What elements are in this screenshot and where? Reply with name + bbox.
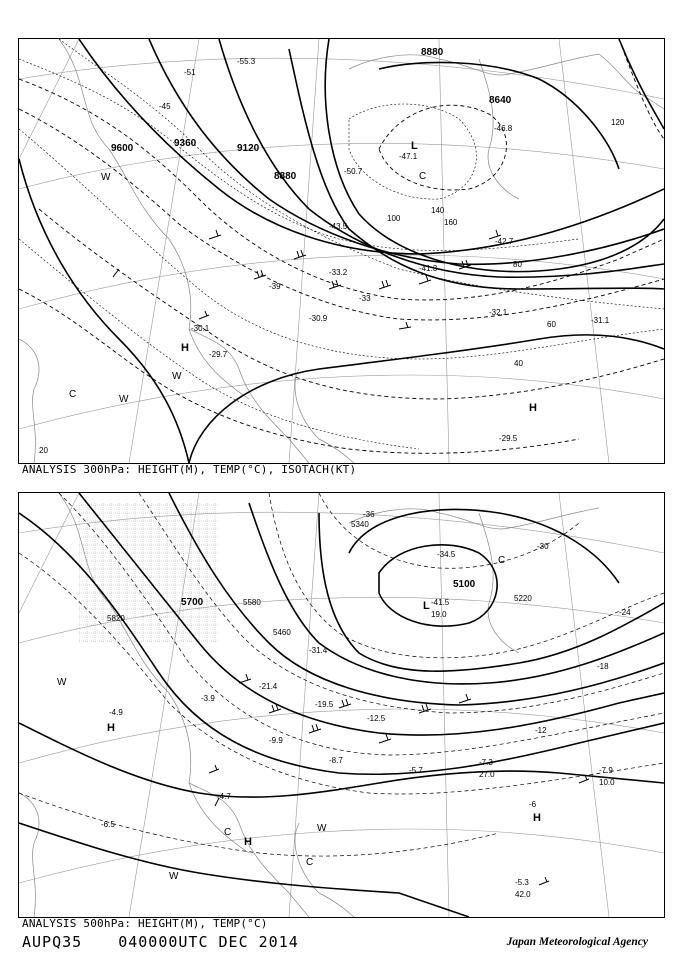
height-label: 5100 bbox=[453, 579, 476, 590]
graticule bbox=[19, 39, 664, 463]
height-label: 9600 bbox=[111, 143, 134, 154]
height-label: 5340 bbox=[351, 520, 369, 529]
center-marker-group bbox=[69, 140, 537, 414]
height-label: 5580 bbox=[243, 598, 261, 607]
low-center-marker: L bbox=[411, 140, 418, 152]
station-value: -31.4 bbox=[309, 646, 328, 655]
temperature-label: -55.3 bbox=[237, 57, 256, 66]
isotherm-label: -36 bbox=[363, 510, 375, 519]
temperature-label: -51 bbox=[184, 68, 196, 77]
valid-time: 040000UTC DEC 2014 bbox=[118, 933, 299, 951]
station-value: -34.5 bbox=[437, 550, 456, 559]
map-300hpa-svg bbox=[19, 39, 664, 463]
cold-marker: C bbox=[69, 389, 77, 400]
station-value: -41.5 bbox=[431, 598, 450, 607]
analysis-500hpa-map bbox=[18, 492, 665, 918]
isotach-label: 120 bbox=[611, 118, 625, 127]
map-500hpa-svg bbox=[19, 493, 664, 917]
isotach-label: 140 bbox=[431, 206, 445, 215]
station-value: -6.5 bbox=[101, 820, 115, 829]
temperature-label: -29.5 bbox=[499, 434, 518, 443]
high-center-marker: H bbox=[533, 812, 541, 824]
low-center-marker: L bbox=[423, 600, 430, 612]
warm-marker: W bbox=[57, 677, 67, 688]
isotherm-label: -6 bbox=[529, 800, 537, 809]
station-value: -8.7 bbox=[329, 756, 343, 765]
station-value: -19.5 bbox=[315, 700, 334, 709]
temperature-label: -45 bbox=[159, 102, 171, 111]
temperature-label: -47.1 bbox=[399, 152, 418, 161]
isotherms bbox=[19, 39, 664, 449]
station-value: 19.0 bbox=[431, 610, 447, 619]
high-center-marker: H bbox=[529, 402, 537, 414]
cold-marker: C bbox=[419, 171, 427, 182]
map-300hpa-caption: ANALYSIS 300hPa: HEIGHT(M), TEMP(°C), ISOTACH(KT) bbox=[22, 463, 357, 476]
high-center-marker: H bbox=[244, 836, 252, 848]
temperature-label: -29.7 bbox=[209, 350, 228, 359]
warm-marker: W bbox=[119, 394, 129, 405]
isotherm-label: -30 bbox=[537, 542, 549, 551]
temperature-label: -30.1 bbox=[191, 324, 210, 333]
station-value: -7.3 bbox=[479, 758, 493, 767]
height-label: 8880 bbox=[421, 47, 444, 58]
temperature-label: -43.5 bbox=[329, 222, 348, 231]
height-label: 8880 bbox=[274, 171, 297, 182]
cold-marker: C bbox=[224, 827, 232, 838]
station-value: -4.7 bbox=[217, 792, 231, 801]
warm-marker: W bbox=[317, 823, 327, 834]
station-value: -9.9 bbox=[269, 736, 283, 745]
station-value: -21.4 bbox=[259, 682, 278, 691]
station-value: -7.9 bbox=[599, 766, 613, 775]
warm-marker: W bbox=[169, 871, 179, 882]
station-value: -5.3 bbox=[515, 878, 529, 887]
isotherm-label: -24 bbox=[619, 608, 631, 617]
map-500hpa-caption: ANALYSIS 500hPa: HEIGHT(M), TEMP(°C) bbox=[22, 917, 268, 930]
height-label: 5460 bbox=[273, 628, 291, 637]
temperature-label: -41.3 bbox=[419, 264, 438, 273]
temperature-label: -46.8 bbox=[494, 124, 513, 133]
temperature-label: -50.7 bbox=[344, 167, 363, 176]
warm-marker: W bbox=[172, 371, 182, 382]
station-value: -5.7 bbox=[409, 766, 423, 775]
warm-marker: W bbox=[101, 172, 111, 183]
temperature-label: -33.2 bbox=[329, 268, 348, 277]
height-contours bbox=[19, 39, 664, 463]
temperature-label: -30.9 bbox=[309, 314, 328, 323]
moist-area-hatching bbox=[79, 503, 219, 643]
station-value: 27.0 bbox=[479, 770, 495, 779]
height-label: 5220 bbox=[514, 594, 532, 603]
height-label-group bbox=[111, 47, 512, 182]
temperature-label: -33 bbox=[359, 294, 371, 303]
isotach-label: 20 bbox=[39, 446, 48, 455]
height-label: 9120 bbox=[237, 143, 260, 154]
cold-marker: C bbox=[498, 555, 506, 566]
height-label: 9360 bbox=[174, 138, 197, 149]
temperature-label: -39 bbox=[269, 282, 281, 291]
agency-name: Japan Meteorological Agency bbox=[506, 936, 648, 948]
isotherm-label: -12 bbox=[535, 726, 547, 735]
high-center-marker: H bbox=[107, 722, 115, 734]
isotach-label: 160 bbox=[444, 218, 458, 227]
station-value: 42.0 bbox=[515, 890, 531, 899]
height-label: 5820 bbox=[107, 614, 125, 623]
station-value: -4.9 bbox=[109, 708, 123, 717]
isotach-label: 80 bbox=[513, 260, 522, 269]
analysis-300hpa-map bbox=[18, 38, 665, 464]
isotach-label: 100 bbox=[387, 214, 401, 223]
temperature-label-group bbox=[159, 57, 610, 443]
isotach-label: 40 bbox=[514, 359, 523, 368]
coastlines bbox=[19, 39, 664, 463]
temperature-label: -32.1 bbox=[489, 308, 508, 317]
isotach-label: 60 bbox=[547, 320, 556, 329]
station-value: 10.0 bbox=[599, 778, 615, 787]
height-label: 5700 bbox=[181, 597, 204, 608]
chart-code: AUPQ35 bbox=[22, 933, 83, 951]
height-label: 8640 bbox=[489, 95, 512, 106]
isotherm-label: -18 bbox=[597, 662, 609, 671]
temperature-label: -42.7 bbox=[495, 237, 514, 246]
chart-identifier bbox=[22, 933, 325, 951]
station-value: -12.5 bbox=[367, 714, 386, 723]
cold-marker: C bbox=[306, 857, 314, 868]
temperature-label: -31.1 bbox=[591, 316, 610, 325]
station-value: -3.9 bbox=[201, 694, 215, 703]
high-center-marker: H bbox=[181, 342, 189, 354]
